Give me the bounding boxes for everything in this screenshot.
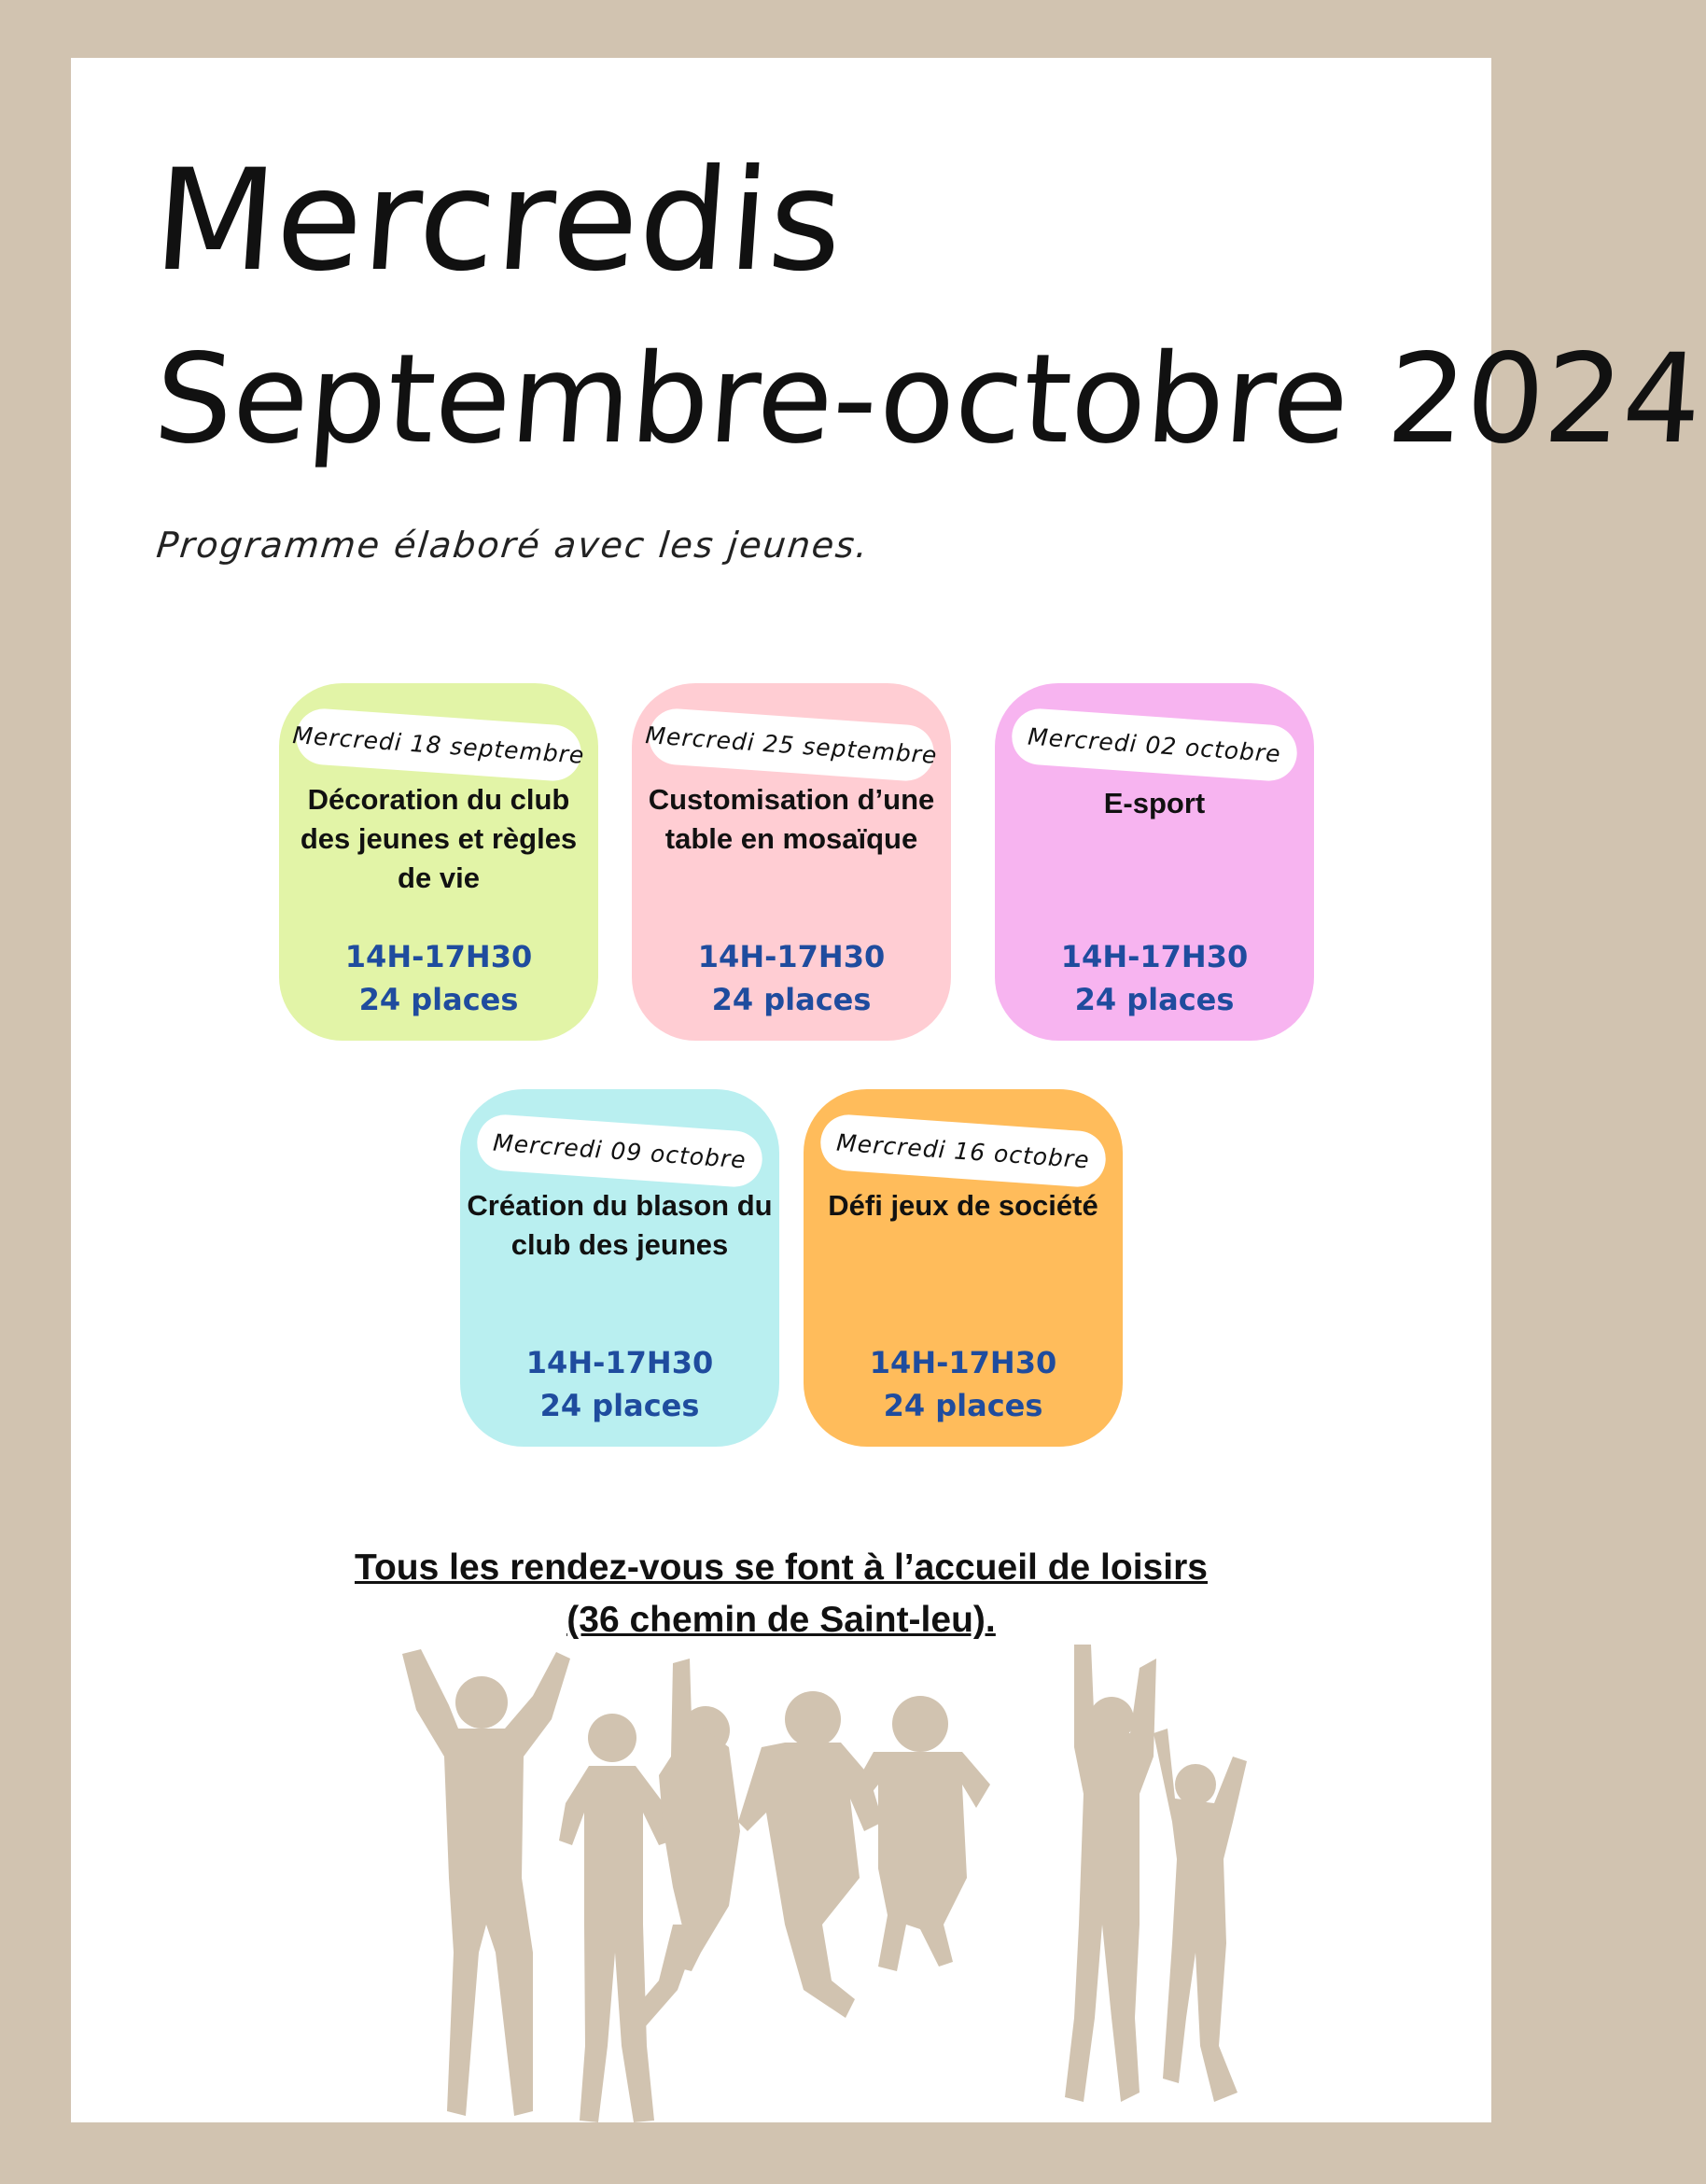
silhouette-figure <box>1065 1645 1156 2102</box>
date-label <box>1010 707 1298 782</box>
silhouette-figure <box>559 1714 673 2122</box>
event-card-sep-18 <box>279 683 598 1041</box>
event-activity: Défi jeux de société <box>828 1189 1098 1222</box>
page-title-line1: Mercredis <box>148 140 849 302</box>
date-label <box>644 707 939 782</box>
meeting-place-notice <box>71 1542 1491 1646</box>
event-date: Mercredi 25 septembre <box>644 721 939 769</box>
event-info <box>460 1341 779 1427</box>
event-card-oct-09 <box>460 1089 779 1447</box>
event-hours: 14H-17H30 <box>869 1345 1057 1380</box>
event-info <box>995 935 1314 1021</box>
event-card-oct-16 <box>804 1089 1123 1447</box>
event-activity: Création du blason du club des jeunes <box>467 1189 773 1261</box>
silhouette-figure <box>402 1649 570 2116</box>
flyer-page <box>71 58 1706 2122</box>
event-places: 24 places <box>358 982 519 1017</box>
event-hours: 14H-17H30 <box>344 939 533 974</box>
event-card-oct-02 <box>995 683 1314 1041</box>
event-date: Mercredi 18 septembre <box>291 721 586 769</box>
notice-line1: Tous les rendez-vous se font à l’accueil de loisirs <box>355 1547 1208 1588</box>
event-info <box>632 935 951 1021</box>
jumping-children-silhouettes <box>393 1645 1275 2158</box>
date-label <box>291 707 586 782</box>
event-places: 24 places <box>711 982 872 1017</box>
notice-line2: (36 chemin de Saint-leu). <box>566 1600 996 1640</box>
silhouette-figure <box>631 1659 740 2027</box>
date-label <box>475 1113 763 1188</box>
event-activity: Décoration du club des jeunes et règles de vie <box>300 783 578 894</box>
event-hours: 14H-17H30 <box>525 1345 714 1380</box>
silhouette-figure <box>1154 1729 1247 2102</box>
event-activity: E-sport <box>1103 787 1206 819</box>
event-places: 24 places <box>883 1388 1043 1423</box>
event-info <box>804 1341 1123 1427</box>
silhouette-figure <box>850 1696 990 1971</box>
event-date: Mercredi 02 octobre <box>1027 722 1282 767</box>
event-date: Mercredi 09 octobre <box>492 1128 748 1173</box>
silhouette-figure <box>738 1691 883 2018</box>
event-activity: Customisation d’une table en mosaïque <box>648 783 935 855</box>
event-places: 24 places <box>1074 982 1235 1017</box>
event-hours: 14H-17H30 <box>697 939 886 974</box>
event-date: Mercredi 16 octobre <box>835 1128 1091 1173</box>
date-label <box>818 1113 1107 1188</box>
event-info <box>279 935 598 1021</box>
event-hours: 14H-17H30 <box>1060 939 1249 974</box>
event-card-sep-25 <box>632 683 951 1041</box>
event-places: 24 places <box>539 1388 700 1423</box>
page-title-line2: Septembre-octobre 2024 <box>149 328 1706 471</box>
subtitle: Programme élaboré avec les jeunes. <box>154 525 872 566</box>
